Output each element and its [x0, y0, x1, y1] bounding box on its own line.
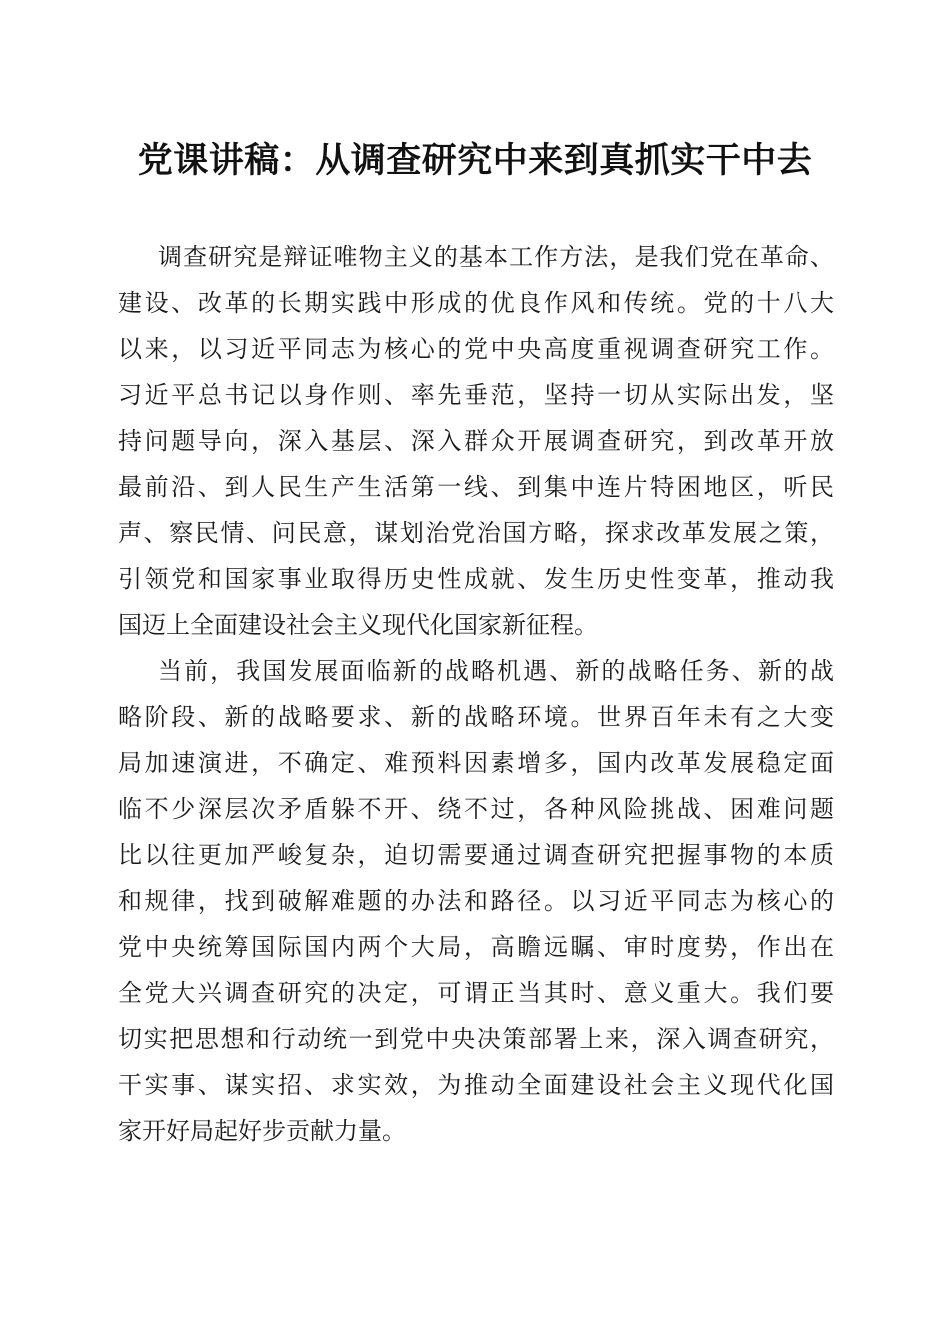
document-title: 党课讲稿：从调查研究中来到真抓实干中去 [137, 140, 813, 181]
text-line: 临不少深层次矛盾躲不开、绕不过，各种风险挑战、困难问题 [118, 795, 834, 823]
text-line: 党中央统筹国际国内两个大局，高瞻远瞩、审时度势，作出在 [118, 933, 834, 961]
text-line: 略阶段、新的战略要求、新的战略环境。世界百年未有之大变 [118, 703, 834, 731]
paragraph [118, 234, 834, 648]
text-line: 声、察民情、问民意，谋划治党治国方略，探求改革发展之策， [118, 519, 834, 547]
paragraph [118, 648, 834, 1154]
text-line: 持问题导向，深入基层、深入群众开展调查研究，到改革开放 [118, 427, 834, 455]
text-line: 建设、改革的长期实践中形成的优良作风和传统。党的十八大 [118, 289, 834, 317]
text-line: 家开好局起好步贡献力量。 [118, 1117, 406, 1145]
text-line: 习近平总书记以身作则、率先垂范，坚持一切从实际出发，坚 [118, 381, 834, 409]
text-line: 最前沿、到人民生产生活第一线、到集中连片特困地区，听民 [118, 473, 834, 501]
text-line: 切实把思想和行动统一到党中央决策部署上来，深入调查研究， [118, 1025, 834, 1053]
text-line: 引领党和国家事业取得历史性成就、发生历史性变革，推动我 [118, 565, 834, 593]
text-line: 和规律，找到破解难题的办法和路径。以习近平同志为核心的 [118, 887, 834, 915]
text-line: 比以往更加严峻复杂，迫切需要通过调查研究把握事物的本质 [118, 841, 834, 869]
text-line: 全党大兴调查研究的决定，可谓正当其时、意义重大。我们要 [118, 979, 834, 1007]
text-line: 国迈上全面建设社会主义现代化国家新征程。 [118, 611, 598, 639]
text-line: 局加速演进，不确定、难预料因素增多，国内改革发展稳定面 [118, 749, 834, 777]
text-line: 干实事、谋实招、求实效，为推动全面建设社会主义现代化国 [118, 1071, 834, 1099]
text-line: 以来，以习近平同志为核心的党中央高度重视调查研究工作。 [118, 335, 834, 363]
text-line: 调查研究是辩证唯物主义的基本工作方法，是我们党在革命、 [158, 243, 834, 271]
document-body [118, 234, 834, 1154]
text-line: 当前，我国发展面临新的战略机遇、新的战略任务、新的战 [158, 657, 834, 685]
